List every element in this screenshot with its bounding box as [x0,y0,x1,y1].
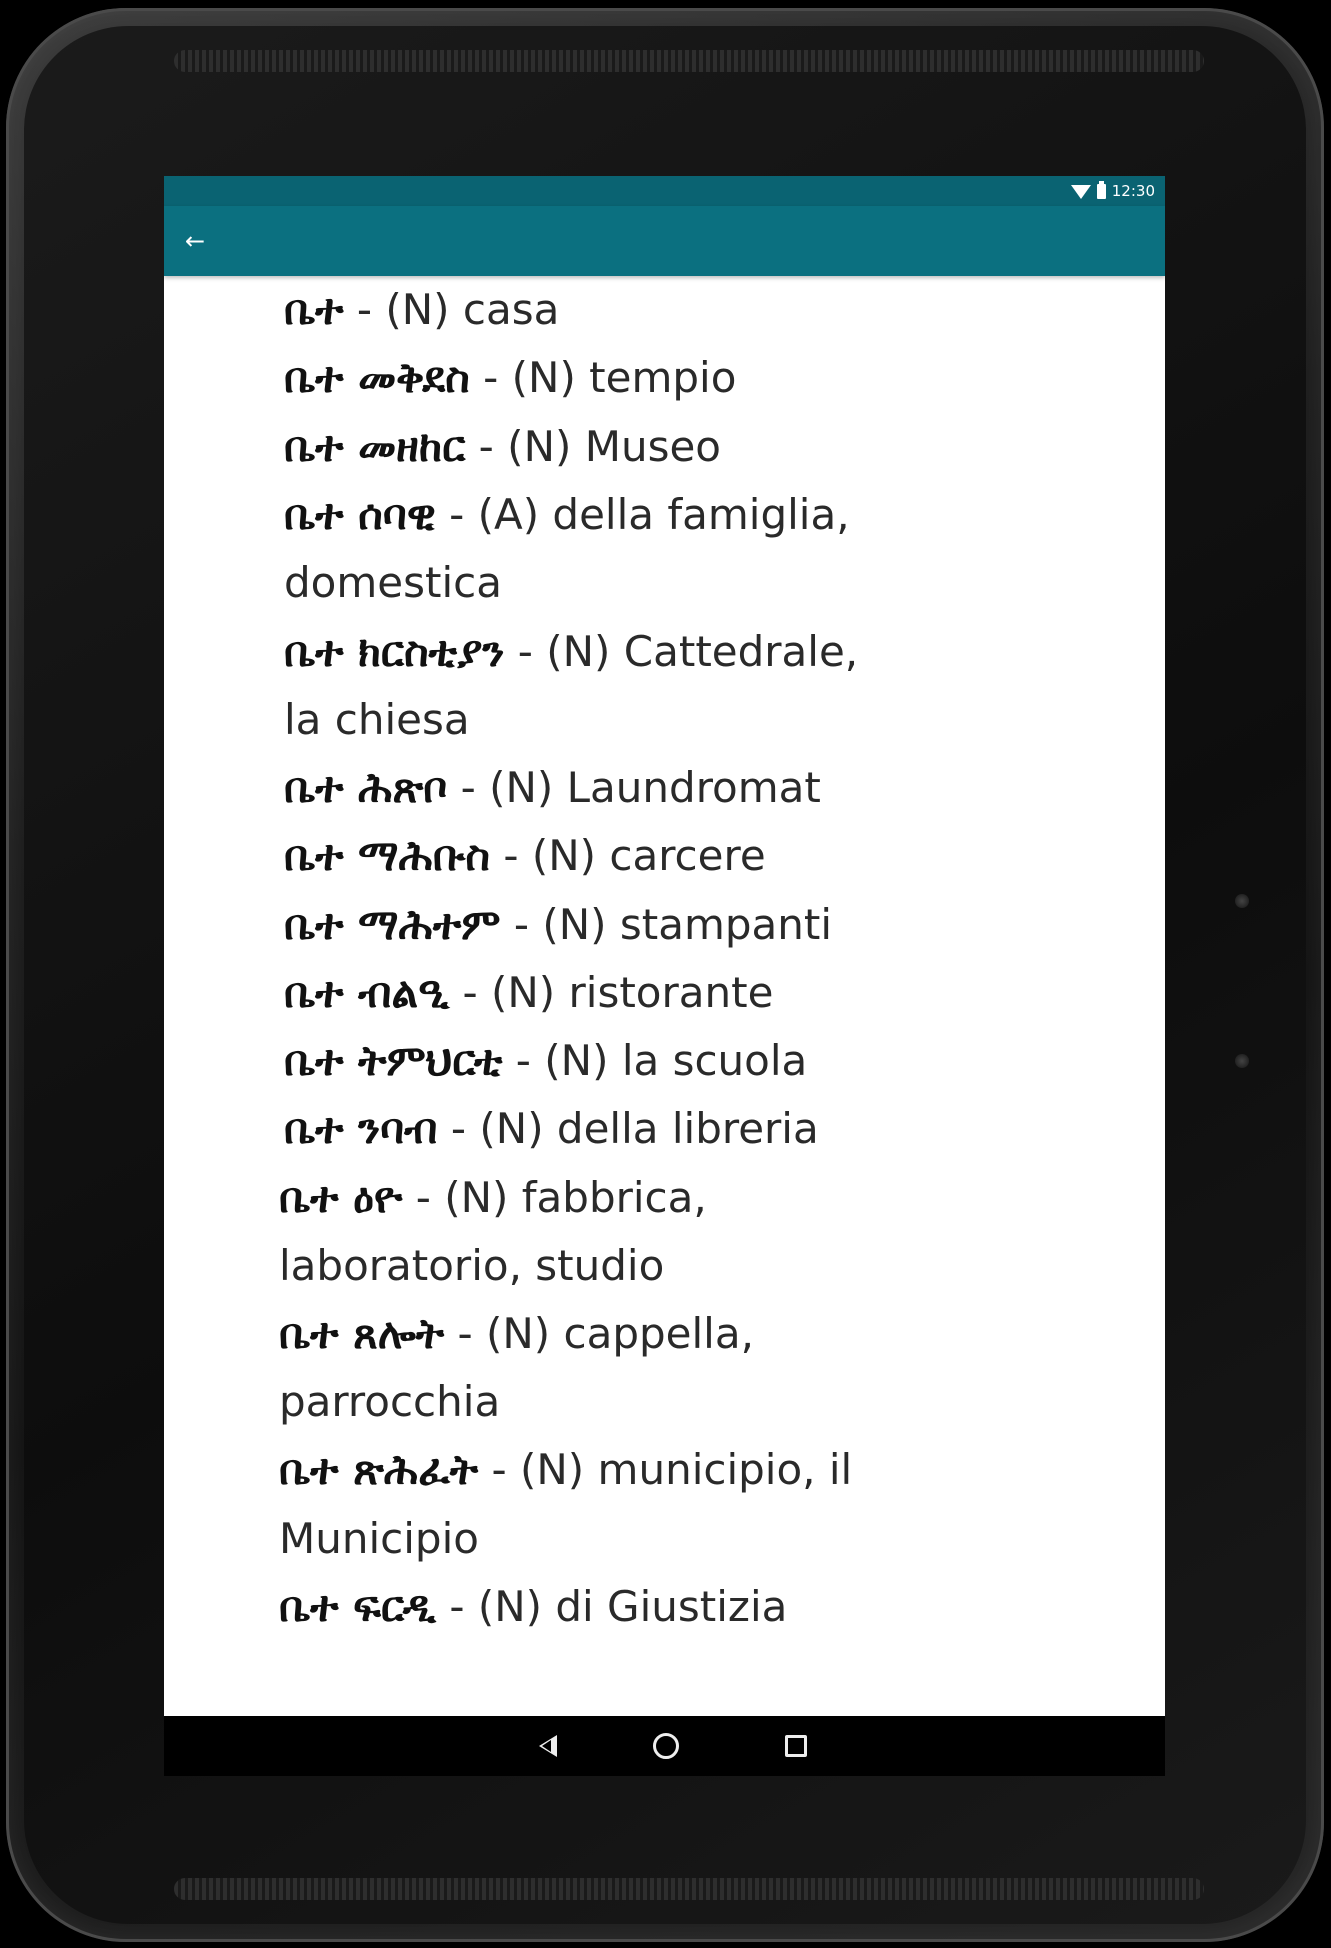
dictionary-entry [279,1436,1139,1504]
battery-icon [1097,184,1106,199]
navigation-bar [164,1716,1165,1776]
entry-italian-definition: - (N) cappella, [444,1309,754,1358]
entry-italian-definition: domestica [284,558,502,607]
top-speaker-grille [174,50,1204,72]
dictionary-entry [284,754,1144,822]
dictionary-entry [279,1300,1139,1368]
entry-amharic-term: ቤተ ሰባዊ [284,490,436,539]
home-circle-icon[interactable] [652,1732,680,1760]
entry-amharic-term: ቤተ መዘከር [284,422,466,471]
entry-italian-definition: laboratorio, studio [279,1241,665,1290]
entry-italian-definition: - (N) tempio [469,353,737,402]
dictionary-entry [284,1095,1144,1163]
entry-italian-definition: - (N) carcere [489,831,766,880]
entry-italian-definition: - (N) Laundromat [447,763,821,812]
entry-amharic-term: ቤተ ሕጽቦ [284,763,448,812]
entry-italian-definition: Municipio [279,1514,479,1563]
dictionary-entry [279,1573,1139,1641]
wifi-icon [1071,185,1091,199]
status-time: 12:30 [1111,182,1155,200]
dictionary-entry [279,1164,1139,1232]
entry-amharic-term: ቤተ ንባብ [284,1104,438,1153]
sensor-dot [1235,894,1249,908]
entry-italian-definition: - (N) della libreria [437,1104,819,1153]
status-icons [1071,181,1155,201]
entry-amharic-term: ቤተ ዕዮ [279,1173,403,1222]
entry-amharic-term: ቤተ ፍርዲ [279,1582,436,1631]
dictionary-entry [284,618,1144,686]
dictionary-entry [284,1027,1144,1095]
dictionary-entry [284,549,1144,617]
entry-italian-definition: - (N) fabbrica, [402,1173,707,1222]
entry-amharic-term: ቤተ ብልዒ [284,968,450,1017]
bottom-speaker-grille [174,1878,1204,1900]
recents-square-icon[interactable] [782,1732,810,1760]
device-screen [164,176,1165,1776]
entry-italian-definition: - (N) stampanti [500,900,833,949]
status-bar [164,176,1165,206]
entry-italian-definition: - (N) casa [343,285,560,334]
entry-amharic-term: ቤተ ጸሎት [279,1309,445,1358]
dictionary-entry [284,891,1144,959]
dictionary-entry [284,344,1144,412]
entry-italian-definition: la chiesa [284,695,470,744]
entry-amharic-term: ቤተ [284,285,344,334]
dictionary-entry [284,481,1144,549]
app-bar [164,206,1165,276]
sensor-dot [1235,1054,1249,1068]
entry-italian-definition: - (N) municipio, il [478,1445,853,1494]
entry-amharic-term: ቤተ ትምህርቲ [284,1036,503,1085]
entry-italian-definition: parrocchia [279,1377,501,1426]
arrow-back-icon[interactable]: ← [184,227,206,255]
dictionary-entry [284,686,1144,754]
entry-italian-definition: - (N) di Giustizia [435,1582,788,1631]
entry-italian-definition: - (N) la scuola [502,1036,808,1085]
dictionary-entry [279,1232,1139,1300]
dictionary-entry [284,822,1144,890]
dictionary-entry [279,1368,1139,1436]
dictionary-entry [284,276,1144,344]
entry-italian-definition: - (N) Cattedrale, [504,627,859,676]
entry-italian-definition: - (A) della famiglia, [435,490,850,539]
entry-amharic-term: ቤተ ማሕቡስ [284,831,490,880]
entry-amharic-term: ቤተ ማሕተም [284,900,501,949]
back-triangle-icon[interactable] [534,1732,562,1760]
content-image [164,276,1165,1676]
entry-amharic-term: ቤተ ክርስቲያን [284,627,505,676]
entry-amharic-term: ቤተ ጽሕፈት [279,1445,479,1494]
dictionary-entry [279,1505,1139,1573]
dictionary-entry [284,413,1144,481]
entry-italian-definition: - (N) ristorante [449,968,774,1017]
entry-italian-definition: - (N) Museo [465,422,721,471]
entry-amharic-term: ቤተ መቅደስ [284,353,470,402]
dictionary-entry [284,959,1144,1027]
